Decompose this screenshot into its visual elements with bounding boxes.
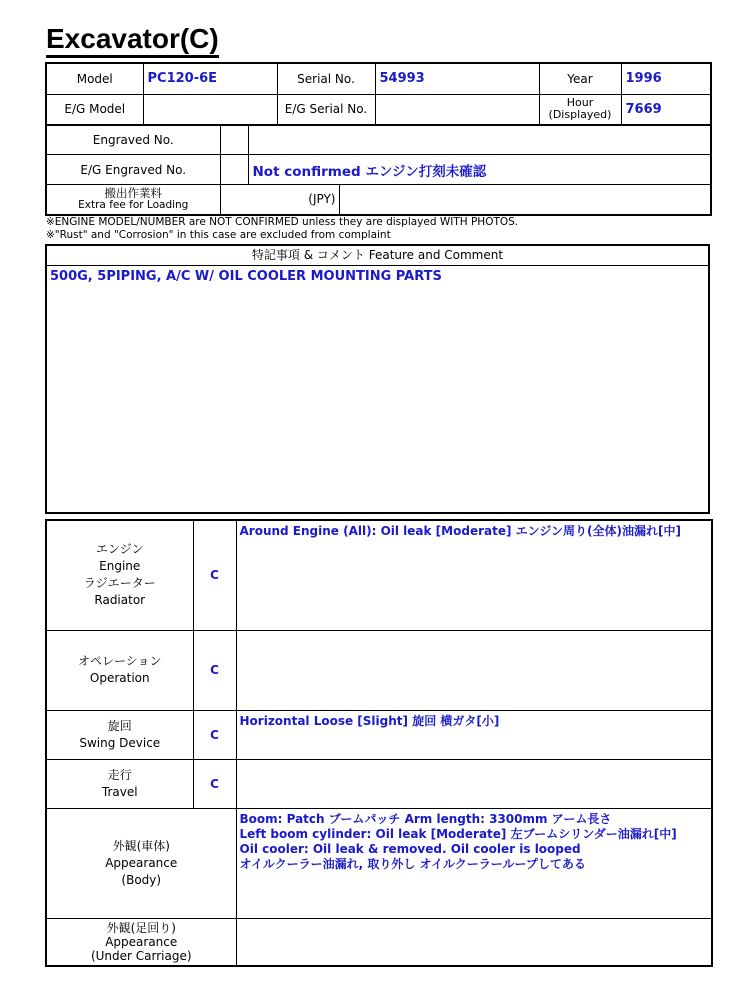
comment-heading: 特記事項 & コメント Feature and Comment: [47, 246, 708, 266]
radiator-label-jp: ラジエーター: [83, 576, 156, 591]
year-value: 1996: [621, 63, 711, 94]
disclaimer-notes: [46, 216, 518, 242]
model-value: PC120-6E: [143, 63, 277, 94]
eg-engraved-value: Not confirmed エンジン打刻未確認: [248, 155, 711, 185]
loading-fee-unit: (JPY): [220, 185, 339, 215]
loading-fee-value: [339, 185, 711, 215]
loading-fee-label-en: Extra fee for Loading: [78, 199, 189, 212]
hour-label: [539, 94, 621, 125]
serial-label: Serial No.: [277, 63, 375, 94]
body-detail-line2: Left boom cylinder: Oil leak [Moderate] 左ブームシリンダー油漏れ[中]: [239, 826, 677, 841]
hour-label-line1: Hour: [566, 96, 594, 110]
travel-label-jp: 走行: [107, 767, 132, 782]
body-label-jp: 外観(車体): [112, 838, 170, 853]
disclaimer-line-1: ※ENGINE MODEL/NUMBER are NOT CONFIRMED unless they are displayed WITH PHOTOS.: [46, 216, 519, 228]
swing-detail: [236, 710, 712, 759]
hour-label-line2: (Displayed): [548, 108, 612, 122]
inspection-row-undercarriage: [46, 918, 712, 966]
eg-engraved-check-cell: [220, 155, 248, 185]
inspection-table: [45, 519, 713, 967]
travel-detail: [236, 759, 712, 808]
body-detail-line4: オイルクーラー油漏れ, 取り外し オイルクーラーループしてある: [239, 856, 586, 871]
operation-label: [46, 630, 193, 710]
inspection-row-body: [46, 808, 712, 918]
eg-serial-value: [375, 94, 539, 125]
inspection-row-swing: [46, 710, 712, 759]
body-label-en: Appearance: [105, 855, 178, 870]
undercarriage-detail: [236, 918, 712, 966]
engine-grade: C: [193, 520, 236, 630]
body-label-sub: (Body): [121, 872, 162, 887]
model-label: Model: [46, 63, 143, 94]
swing-grade: C: [193, 710, 236, 759]
body-label: [46, 808, 236, 918]
eg-model-label: E/G Model: [46, 94, 143, 125]
operation-detail: [236, 630, 712, 710]
comment-text: 500G, 5PIPING, A/C W/ OIL COOLER MOUNTING PARTS: [50, 269, 442, 284]
machine-info-table: [45, 62, 712, 126]
engine-label-en: Engine: [99, 559, 141, 574]
engraved-label: Engraved No.: [46, 125, 220, 155]
engraved-info-table: [45, 124, 712, 216]
inspection-row-operation: [46, 630, 712, 710]
year-label: Year: [539, 63, 621, 94]
travel-grade: C: [193, 759, 236, 808]
eg-model-value: [143, 94, 277, 125]
undercarriage-label-sub: (Under Carriage): [90, 948, 192, 963]
hour-value: 7669: [621, 94, 711, 125]
loading-fee-label: [46, 185, 220, 215]
engine-detail: [236, 520, 712, 630]
engine-label-jp: エンジン: [96, 542, 144, 557]
travel-label-en: Travel: [101, 784, 138, 799]
operation-label-en: Operation: [89, 671, 150, 685]
inspection-row-travel: [46, 759, 712, 808]
swing-label-jp: 旋回: [107, 718, 132, 733]
serial-value: 54993: [375, 63, 539, 94]
body-detail-line3: Oil cooler: Oil leak & removed. Oil cooler is looped: [239, 841, 581, 856]
undercarriage-label-jp: 外観(足回り): [106, 920, 176, 935]
swing-label-en: Swing Device: [79, 735, 161, 750]
operation-label-jp: オペレーション: [77, 654, 162, 668]
body-detail-line1: Boom: Patch ブームパッチ Arm length: 3300mm アーム長さ: [239, 811, 612, 826]
engraved-check-cell: [220, 125, 248, 155]
undercarriage-label: [46, 918, 236, 966]
loading-fee-label-jp: 搬出作業料: [104, 186, 162, 201]
operation-grade: C: [193, 630, 236, 710]
eg-engraved-label: E/G Engraved No.: [46, 155, 220, 185]
swing-label: [46, 710, 193, 759]
engraved-value: [248, 125, 711, 155]
comment-box: [45, 244, 710, 514]
page-title: Excavator(C): [46, 24, 219, 58]
disclaimer-line-2: ※"Rust" and "Corrosion" in this case are excluded from complaint: [46, 229, 391, 241]
travel-label: [46, 759, 193, 808]
body-detail: [236, 808, 712, 918]
engine-detail-line1: Around Engine (All): Oil leak [Moderate] エンジン周り(全体)油漏れ[中]: [239, 524, 681, 538]
swing-detail-line1: Horizontal Loose [Slight] 旋回 横ガタ[小]: [239, 713, 500, 728]
engine-label: [46, 520, 193, 630]
eg-serial-label: E/G Serial No.: [277, 94, 375, 125]
undercarriage-label-en: Appearance: [105, 934, 178, 949]
inspection-row-engine: [46, 520, 712, 630]
radiator-label-en: Radiator: [94, 593, 146, 608]
